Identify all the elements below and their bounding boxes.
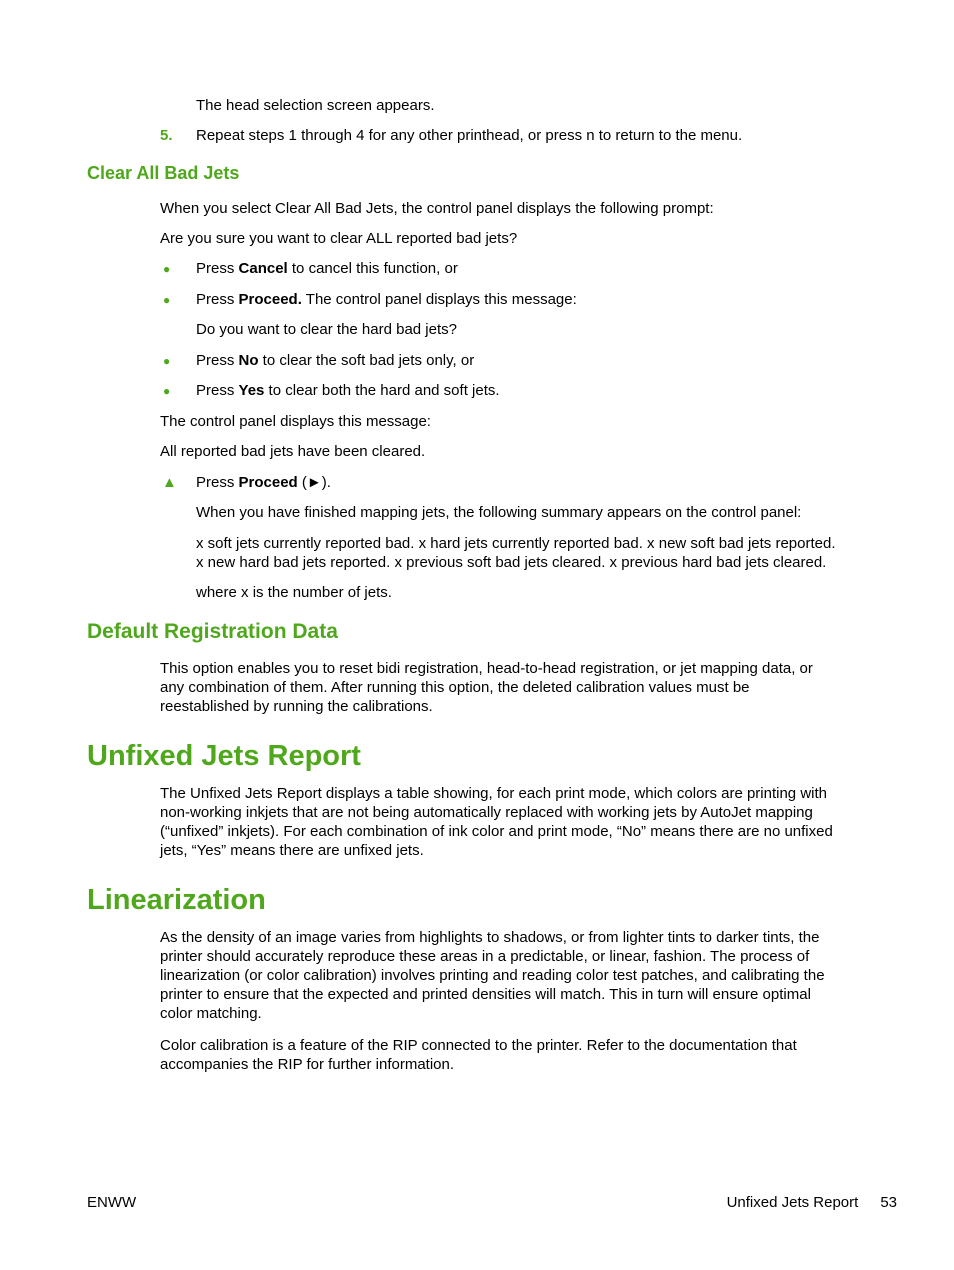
paragraph-line: any combination of them. After running this option, the deleted calibration values must be: [160, 679, 750, 696]
bullet-proceed: Press Proceed. The control panel displays this message:: [196, 291, 577, 308]
triangle-icon: ▲: [162, 474, 177, 491]
summary-line: x soft jets currently reported bad. x hard jets currently reported bad. x new soft bad jets reported.: [196, 535, 836, 552]
bullet-icon: ●: [163, 262, 171, 276]
footer-right: [727, 1193, 897, 1212]
paragraph-line: non-working inkjets that are not being automatically replaced with working jets by AutoJet mapping: [160, 804, 813, 821]
linearization-heading: Linearization: [87, 884, 266, 916]
paragraph-line: reestablished by running the calibrations.: [160, 698, 433, 715]
paragraph-line: As the density of an image varies from highlights to shadows, or from lighter tints to darker tints, the: [160, 929, 820, 946]
paragraph-line: accompanies the RIP for further information.: [160, 1056, 455, 1073]
clear-intro: When you select Clear All Bad Jets, the control panel displays the following prompt:: [160, 200, 714, 217]
linearization-paragraph-1: [160, 928, 825, 1023]
summary-line: x new hard bad jets reported. x previous soft bad jets cleared. x previous hard bad jets cleared.: [196, 554, 827, 571]
clear-all-bad-jets-heading: Clear All Bad Jets: [87, 163, 240, 183]
linearization-paragraph-2: [160, 1036, 797, 1074]
bullet-icon: ●: [163, 354, 171, 368]
paragraph-line: linearization (or color calibration) involves printing and reading color test patches, and calibrating the: [160, 967, 825, 984]
unfixed-jets-paragraph: [160, 784, 833, 860]
paragraph-line: This option enables you to reset bidi registration, head-to-head registration, or jet mapping data, or: [160, 660, 813, 677]
default-registration-paragraph: [160, 659, 813, 716]
page-number: 53: [880, 1194, 897, 1211]
paragraph-line: printer to ensure that the expected and printed densities will match. This in turn will ensure optimal: [160, 986, 811, 1003]
bullet-cancel: Press Cancel to cancel this function, or: [196, 260, 458, 277]
footer-section: Unfixed Jets Report: [726, 1194, 859, 1211]
unfixed-jets-report-heading: Unfixed Jets Report: [87, 740, 361, 772]
bullet-icon: ●: [163, 293, 171, 307]
default-registration-heading: Default Registration Data: [87, 620, 338, 643]
paragraph-line: The Unfixed Jets Report displays a table showing, for each print mode, which colors are printing with: [160, 785, 827, 802]
summary-note: where x is the number of jets.: [196, 584, 392, 601]
summary-intro: When you have finished mapping jets, the following summary appears on the control panel:: [196, 504, 802, 521]
bullet-no: Press No to clear the soft bad jets only, or: [196, 352, 475, 369]
footer-left: ENWW: [87, 1194, 137, 1211]
bullet-icon: ●: [163, 384, 171, 398]
bullet-yes: Press Yes to clear both the hard and soft jets.: [196, 382, 500, 399]
panel-message: All reported bad jets have been cleared.: [160, 443, 426, 460]
paragraph-line: color matching.: [160, 1005, 262, 1022]
paragraph-line: (“unfixed” inkjets). For each combination of ink color and print mode, “No” means there are no unfixed: [160, 823, 833, 840]
paragraph-line: printer should accurately reproduce these areas in a predictable, or linear, fashion. The process of: [160, 948, 810, 965]
step4-continuation: The head selection screen appears.: [196, 97, 435, 114]
press-proceed: Press Proceed (►).: [196, 474, 331, 491]
paragraph-line: Color calibration is a feature of the RIP connected to the printer. Refer to the documentation that: [160, 1037, 797, 1054]
panel-message-intro: The control panel displays this message:: [160, 413, 431, 430]
paragraph-line: jets, “Yes” means there are unfixed jets.: [160, 842, 424, 859]
step5-number: 5.: [160, 127, 173, 144]
step5-text: Repeat steps 1 through 4 for any other printhead, or press n to return to the menu.: [196, 127, 743, 144]
clear-prompt: Are you sure you want to clear ALL reported bad jets?: [160, 230, 518, 247]
sub-message: Do you want to clear the hard bad jets?: [196, 321, 457, 338]
